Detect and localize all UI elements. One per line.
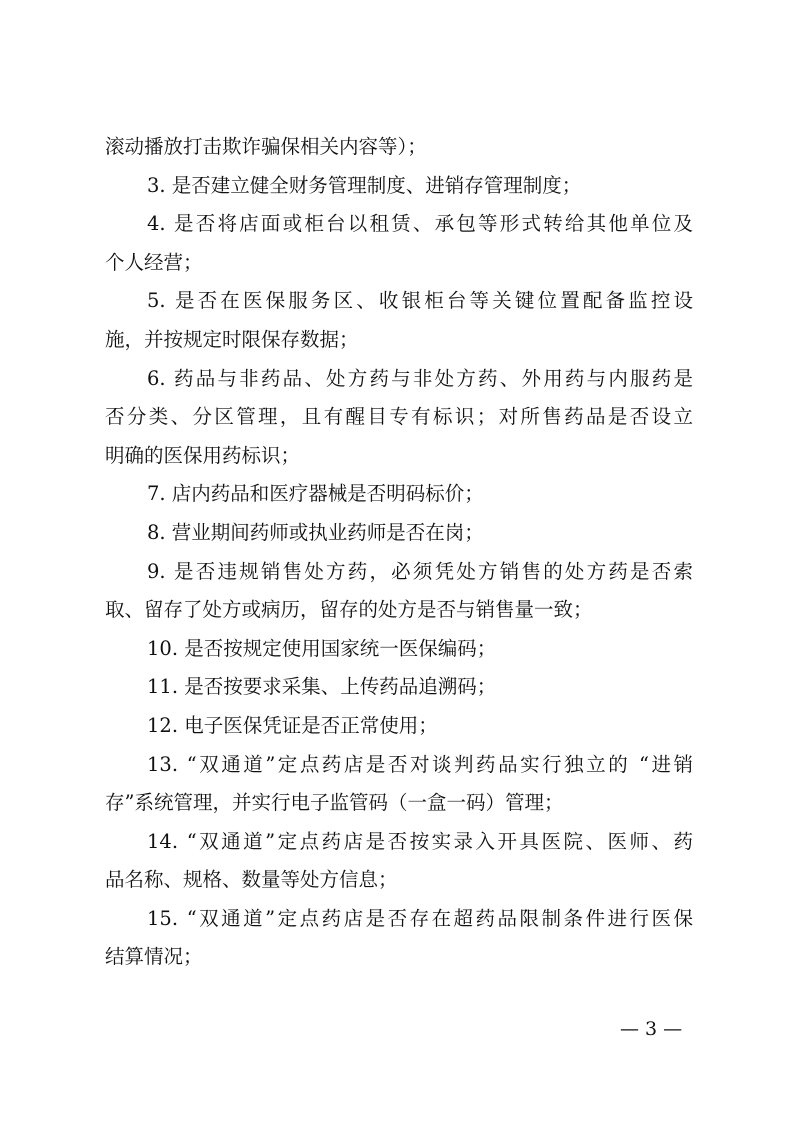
text-line: 3. 是否建立健全财务管理制度、进销存管理制度； bbox=[147, 173, 582, 197]
text-line: 明确的医保用药标识； bbox=[105, 443, 301, 467]
text-line: 施，并按规定时限保存数据； bbox=[105, 327, 359, 351]
text-line: 6. 药品与非药品、处方药与非处方药、外用药与内服药是 bbox=[147, 366, 693, 390]
text-line: 11. 是否按要求采集、上传药品追溯码； bbox=[147, 675, 497, 699]
text-line: 品名称、规格、数量等处方信息； bbox=[105, 868, 398, 892]
text-line: 9. 是否违规销售处方药，必须凭处方销售的处方药是否索 bbox=[147, 559, 693, 583]
text-line: 存”系统管理，并实行电子监管码（一盒一码）管理； bbox=[105, 791, 564, 815]
page-number: — 3 — bbox=[620, 1018, 683, 1040]
text-line: 个人经营； bbox=[105, 250, 203, 274]
text-line: 15. “双通道”定点药店是否存在超药品限制条件进行医保 bbox=[147, 906, 693, 930]
text-line: 12. 电子医保凭证是否正常使用； bbox=[147, 713, 438, 737]
text-line: 4. 是否将店面或柜台以租赁、承包等形式转给其他单位及 bbox=[147, 212, 693, 236]
text-line: 14. “双通道”定点药店是否按实录入开具医院、医师、药 bbox=[147, 829, 693, 853]
text-line: 10. 是否按规定使用国家统一医保编码； bbox=[147, 636, 497, 660]
text-line: 8. 营业期间药师或执业药师是否在岗； bbox=[147, 520, 484, 544]
body-text bbox=[105, 128, 693, 977]
text-line: 滚动播放打击欺诈骗保相关内容等）； bbox=[105, 135, 427, 158]
text-line: 取、留存了处方或病历，留存的处方是否与销售量一致； bbox=[105, 598, 593, 622]
text-line: 13. “双通道”定点药店是否对谈判药品实行独立的 “进销 bbox=[147, 752, 693, 776]
text-line: 7. 店内药品和医疗器械是否明码标价； bbox=[147, 482, 484, 506]
text-line: 结算情况； bbox=[105, 945, 203, 969]
text-line: 5. 是否在医保服务区、收银柜台等关键位置配备监控设 bbox=[147, 289, 693, 313]
text-line: 否分类、分区管理，且有醒目专有标识；对所售药品是否设立 bbox=[105, 405, 693, 429]
